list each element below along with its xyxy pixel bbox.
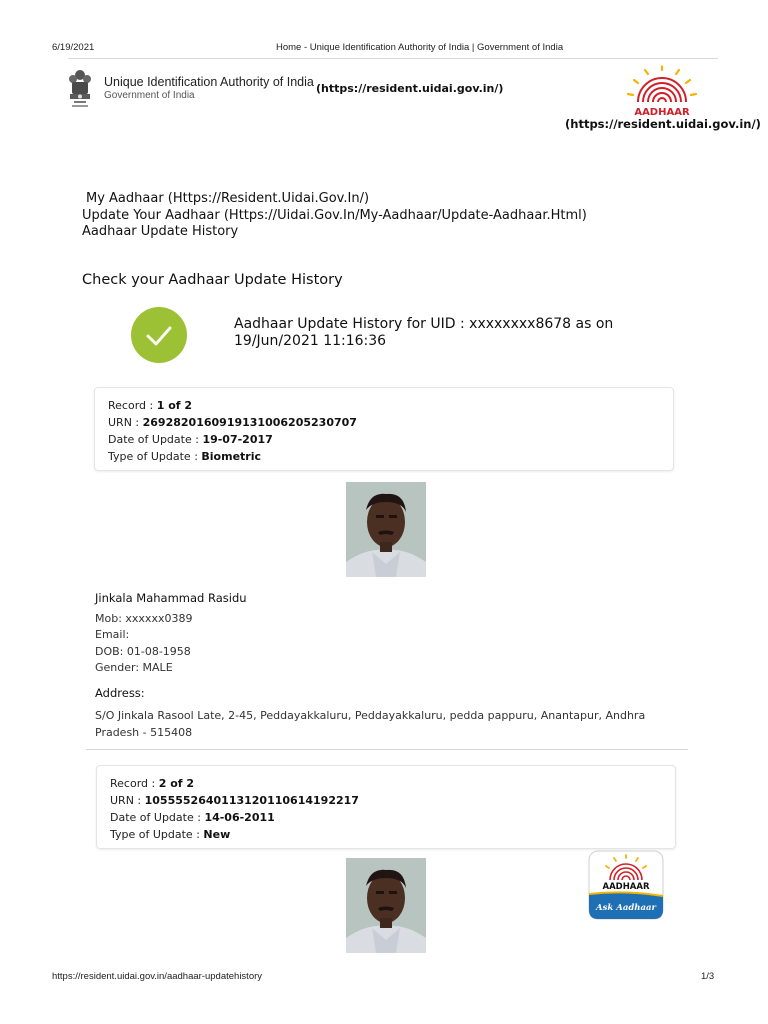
org-home-link[interactable]: (https://resident.uidai.gov.in/) xyxy=(316,82,504,95)
record-urn: URN : 269282016091913100620523070​7 xyxy=(108,416,357,429)
record-card xyxy=(94,387,674,471)
address-label: Address: xyxy=(95,686,145,700)
ask-aadhaar-icon[interactable] xyxy=(588,850,664,920)
resident-address: S/O Jinkala Rasool Late, 2-45, Peddayakkaluru, Peddayakkaluru, pedda pappuru, Anantapur, Andhra Pradesh - 515408 xyxy=(95,709,646,739)
record-date: Date of Update : 19-07-2017 xyxy=(108,433,273,446)
resident-email: Email: xyxy=(95,628,130,641)
check-success-icon xyxy=(131,307,187,363)
record-card xyxy=(96,765,676,849)
record-date: Date of Update : 14-06-2011 xyxy=(110,811,275,824)
record-urn: URN : 1055552640113120110614192217 xyxy=(110,794,359,807)
resident-dob: DOB: 01-08-1958 xyxy=(95,645,191,658)
aadhaar-logo-text: AADHAAR xyxy=(634,107,690,118)
header-divider xyxy=(68,58,718,59)
record-number: Record : 1 of 2 xyxy=(108,399,193,412)
resident-photo xyxy=(346,858,426,953)
record-type: Type of Update : Biometric xyxy=(108,450,262,463)
print-date: 6/19/2021 xyxy=(52,42,95,53)
page-title: Check your Aadhaar Update History xyxy=(82,272,343,288)
aadhaar-logo[interactable] xyxy=(624,66,700,118)
resident-name: Jinkala Mahammad Rasidu xyxy=(95,591,247,605)
resident-mobile: Mob: xxxxxx0389 xyxy=(95,612,193,625)
section-divider xyxy=(86,749,688,750)
resident-gender: Gender: MALE xyxy=(95,661,173,674)
record-number: Record : 2 of 2 xyxy=(110,777,195,790)
print-page-number: 1/3 xyxy=(701,971,715,982)
resident-photo xyxy=(346,482,426,577)
national-emblem-icon xyxy=(66,68,94,112)
print-page-title: Home - Unique Identification Authority of India | Government of India xyxy=(276,42,564,53)
print-footer-url: https://resident.uidai.gov.in/aadhaar-updatehistory xyxy=(52,971,263,982)
uid-history-heading: Aadhaar Update History for UID : xxxxxxxx8678 as on 19/Jun/2021 11:16:36 xyxy=(234,316,614,349)
breadcrumb-update-aadhaar[interactable]: Update Your Aadhaar (Https://Uidai.Gov.In/My-Aadhaar/Update-Aadhaar.Html) xyxy=(82,208,587,223)
breadcrumb-current: Aadhaar Update History xyxy=(82,224,239,239)
org-subtitle: Government of India xyxy=(104,90,195,101)
ask-logo-tagline: Ask Aadhaar xyxy=(596,903,656,913)
aadhaar-logo-link[interactable]: (https://resident.uidai.gov.in/) xyxy=(565,117,761,131)
breadcrumb-my-aadhaar[interactable]: My Aadhaar (Https://Resident.Uidai.Gov.In/) xyxy=(86,191,370,206)
ask-logo-brand: AADHAAR xyxy=(602,882,650,892)
record-type: Type of Update : New xyxy=(110,828,231,841)
org-name: Unique Identification Authority of India xyxy=(104,75,314,89)
